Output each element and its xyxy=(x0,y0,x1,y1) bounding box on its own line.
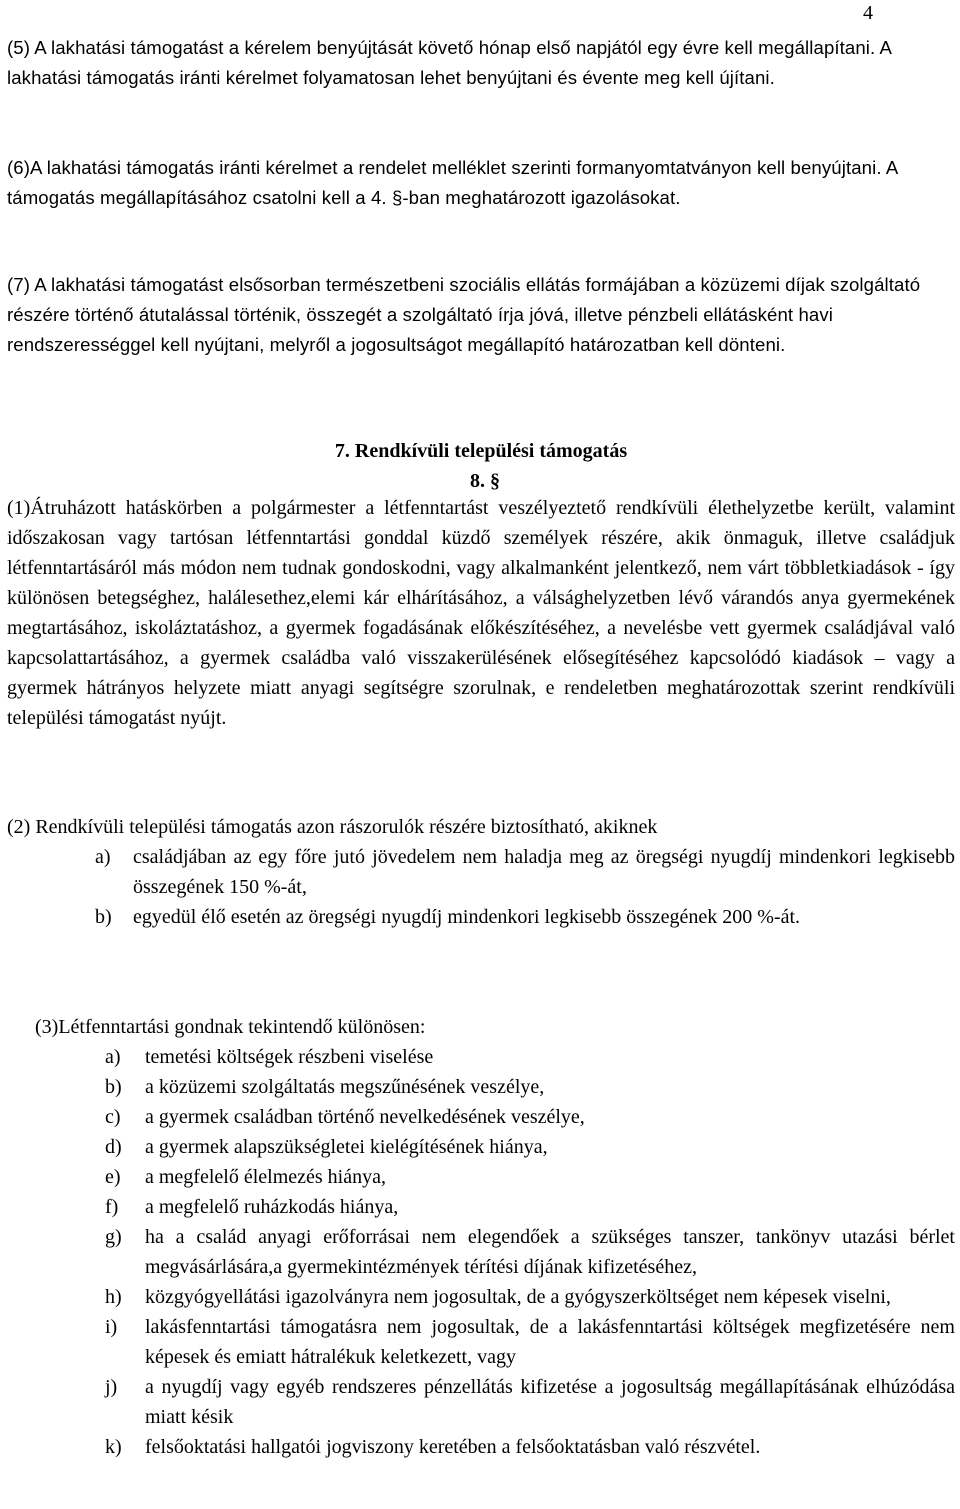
list-item-text: a gyermek családban történő nevelkedésének veszélye, xyxy=(145,1106,585,1128)
list-item-text: felsőoktatási hallgatói jogviszony keretében a felsőoktatásban való részvétel. xyxy=(145,1436,761,1458)
list-item-marker: k) xyxy=(105,1436,122,1458)
list-item-text: a nyugdíj vagy egyéb rendszeres pénzellátás kifizetése a jogosultság megállapításának elhúzódása miatt késik xyxy=(145,1376,955,1428)
list-item-text: közgyógyellátási igazolványra nem jogosultak, de a gyógyszerköltséget nem képesek viselni, xyxy=(145,1286,891,1308)
list-item xyxy=(105,1162,955,1192)
list-item xyxy=(105,1432,955,1462)
list-item xyxy=(105,1132,955,1162)
list-item-text: ha a család anyagi erőforrásai nem elegendőek a szükséges tanszer, tankönyv utazási bérlet megvásárlására,a gyermekintézmények térítési díjának kifizetéséhez, xyxy=(145,1226,955,1278)
section-7-paragraph: (7) A lakhatási támogatást elsősorban természetbeni szociális ellátás formájában a közüzemi díjak szolgáltató részére történő átutalással történik, összegét a szolgáltató írja jóvá, illetve pénzbeli ellátásként havi rendszerességgel kell nyújtani, melyről a jogosultságot megállapító határozatban kell dönteni. xyxy=(7,274,921,355)
list-item-marker: i) xyxy=(105,1316,118,1338)
list-item-marker: a) xyxy=(105,1046,121,1068)
list-item-marker: b) xyxy=(105,1076,122,1098)
list-item-marker: c) xyxy=(105,1106,121,1128)
section-6-paragraph: (6)A lakhatási támogatás iránti kérelmet a rendelet melléklet szerinti formanyomtatványon kell benyújtani. A támogatás megállapításához csatolni kell a 4. §-ban meghatározott igazolásokat. xyxy=(7,157,898,208)
list-item-text: temetési költségek részbeni viselése xyxy=(145,1046,434,1068)
list-item xyxy=(105,1042,955,1072)
list-item xyxy=(95,842,955,902)
list-item xyxy=(105,1192,955,1222)
list-item-marker: a) xyxy=(95,846,111,868)
list-item xyxy=(105,1312,955,1372)
section-5-paragraph: (5) A lakhatási támogatást a kérelem benyújtását követő hónap első napjától egy évre kell megállapítani. A lakhatási támogatás iránti kérelmet folyamatosan lehet benyújtani és évente meg kell újítani. xyxy=(7,37,892,88)
list-item-marker: g) xyxy=(105,1226,122,1248)
list-item-marker: d) xyxy=(105,1136,122,1158)
list-item-marker: e) xyxy=(105,1166,121,1188)
paragraph-8-3-intro: (3)Létfenntartási gondnak tekintendő különösen: xyxy=(35,1016,426,1038)
list-item xyxy=(105,1222,955,1282)
list-item-marker: b) xyxy=(95,906,112,928)
list-item-text: lakásfenntartási támogatásra nem jogosultak, de a lakásfenntartási költségek megfizetésére nem képesek és emiatt hátralékuk keletkezett, vagy xyxy=(145,1316,955,1368)
paragraph-8-2-intro: (2) Rendkívüli települési támogatás azon rászorulók részére biztosítható, akiknek xyxy=(7,816,658,838)
paragraph-8-3-list xyxy=(105,1042,955,1462)
list-item xyxy=(105,1372,955,1432)
list-item-text: a megfelelő élelmezés hiánya, xyxy=(145,1166,386,1188)
list-item-marker: h) xyxy=(105,1286,122,1308)
list-item xyxy=(105,1282,955,1312)
chapter-heading: 7. Rendkívüli települési támogatás xyxy=(334,440,628,462)
paragraph-8-2-list xyxy=(95,842,955,932)
page-number: 4 xyxy=(863,2,873,24)
list-item-text: a megfelelő ruházkodás hiánya, xyxy=(145,1196,399,1218)
list-item-marker: f) xyxy=(105,1196,119,1218)
list-item-marker: j) xyxy=(105,1376,118,1398)
list-item xyxy=(95,902,955,932)
list-item xyxy=(105,1102,955,1132)
list-item xyxy=(105,1072,955,1102)
paragraph-8-1: (1)Átruházott hatáskörben a polgármester a létfenntartást veszélyeztető rendkívüli élethelyzetbe került, valamint időszakosan vagy tartósan létfenntartási gonddal küzdő személyek részére, akik önmaguk, illetve családjuk létfenntartásáról más módon nem tudnak gondoskodni, vagy alkalmanként jelentkező, nem várt többletkiadások - így különösen betegséghez, halálesethez,elemi kár elhárításához, a válsághelyzetben lévő várandós anya gyermekének megtartásához, iskoláztatáshoz, a gyermek fogadásának előkészítéséhez, a nevelésbe vett gyermek családjával való kapcsolattartásához, a gyermek családba való visszakerülésének elősegítéséhez kapcsolódó kiadások – vagy a gyermek hátrányos helyzete miatt anyagi segítségre szorulnak, e rendeletben meghatározottak szerint rendkívüli települési támogatást nyújt. xyxy=(7,497,955,729)
list-item-text: a gyermek alapszükségletei kielégítésének hiánya, xyxy=(145,1136,548,1158)
paragraph-heading: 8. § xyxy=(470,470,500,492)
list-item-text: családjában az egy főre jutó jövedelem nem haladja meg az öregségi nyugdíj mindenkori legkisebb összegének 150 %-át, xyxy=(133,846,955,898)
list-item-text: a közüzemi szolgáltatás megszűnésének veszélye, xyxy=(145,1076,545,1098)
list-item-text: egyedül élő esetén az öregségi nyugdíj mindenkori legkisebb összegének 200 %-át. xyxy=(133,906,801,928)
